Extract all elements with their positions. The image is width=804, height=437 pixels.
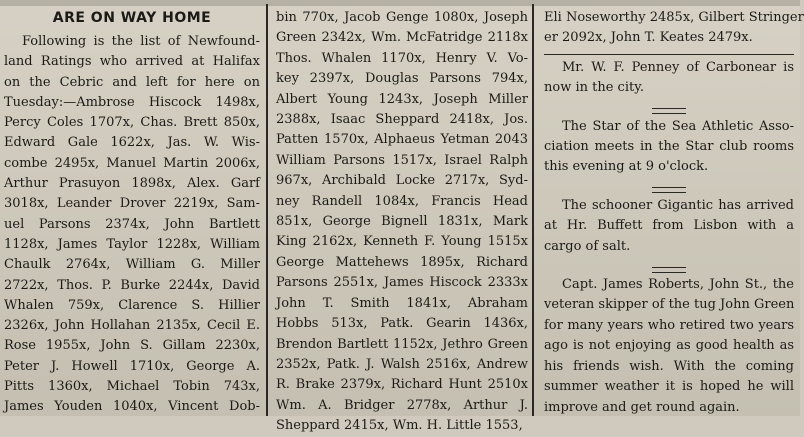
text-line: Arthur Prasuyon 1898x, Alex. Garf (4, 176, 260, 192)
text-line: 1128x, James Taylor 1228x, William (4, 236, 260, 252)
text-line: summer weather it is hoped he will (544, 379, 794, 395)
text-line: on the Cebric and left for here on (4, 74, 260, 90)
text-line: Rose 1955x, John S. Gillam 2230x, (4, 338, 260, 354)
ratings-list-continued (544, 8, 804, 49)
text-line: George Mattehews 1895x, Richard (276, 254, 528, 270)
text-line: Albert Young 1243x, Joseph Miller (276, 91, 528, 107)
page-top-edge (0, 0, 800, 6)
text-line: Tuesday:—Ambrose Hiscock 1498x, (4, 94, 260, 110)
text-line: King 2162x, Kenneth F. Young 1515x (276, 234, 528, 250)
column-2 (270, 8, 532, 434)
text-line: this evening at 9 o'clock. (544, 159, 709, 175)
text-line: Hobbs 513x, Patk. Gearin 1436x, (276, 316, 528, 332)
text-line: Pitts 1360x, Michael Tobin 743x, (4, 379, 260, 395)
section-divider (544, 54, 794, 55)
text-line: key 2397x, Douglas Parsons 794x, (276, 71, 528, 87)
text-line: James Youden 1040x, Vincent Dob- (4, 399, 260, 415)
text-line: Sheppard 2415x, Wm. H. Little 1553, (276, 418, 523, 434)
ornament-divider (544, 101, 794, 115)
text-line: 2722x, Thos. P. Burke 2244x, David (4, 277, 260, 293)
column-3 (536, 8, 804, 415)
text-line: William Parsons 1517x, Israel Ralph (276, 152, 528, 168)
text-line: Edward Gale 1622x, Jas. W. Wis- (4, 135, 260, 151)
text-line: Percy Coles 1707x, Chas. Brett 850x, (4, 115, 260, 131)
text-line: ago is not enjoying as good health as (544, 338, 794, 354)
text-line: Green 2342x, Wm. McFatridge 2118x (276, 30, 528, 46)
text-line: er 2092x, John T. Keates 2479x. (544, 30, 753, 46)
text-line: his friends wish. With the coming (544, 358, 794, 374)
column-rule (532, 4, 534, 416)
text-line: Chaulk 2764x, William G. Miller (4, 257, 260, 273)
text-line: uel Parsons 2374x, John Bartlett (4, 216, 260, 232)
text-line: Peter J. Howell 1710x, George A. (4, 358, 260, 374)
ratings-list-paragraph (4, 32, 260, 418)
column-rule (266, 4, 268, 416)
news-item-capt-roberts (544, 275, 794, 418)
text-line: ney Randell 1084x, Francis Head (276, 193, 528, 209)
text-line: Wm. A. Bridger 2778x, Arthur J. (276, 397, 528, 413)
text-line: Patten 1570x, Alphaeus Yetman 2043 (276, 132, 528, 148)
ornament-divider (544, 180, 794, 194)
text-line: ciation meets in the Star club rooms (544, 139, 794, 155)
text-line: 3018x, Leander Drover 2219x, Sam- (4, 196, 260, 212)
text-line: 2326x, John Hollahan 2135x, Cecil E. (4, 318, 260, 334)
text-line: 967x, Archibald Locke 2717x, Syd- (276, 173, 528, 189)
text-line: for many years who retired two years (544, 317, 794, 333)
text-line: 2352x, Patk. J. Walsh 2516x, Andrew (276, 356, 528, 372)
text-line: land Ratings who arrived at Halifax (4, 54, 260, 70)
text-line: now in the city. (544, 80, 644, 96)
news-item-star-of-the-sea (544, 117, 794, 178)
text-line: Thos. Whalen 1170x, Henry V. Vo- (276, 50, 528, 66)
text-line: cargo of salt. (544, 238, 631, 254)
text-line: combe 2495x, Manuel Martin 2006x, (4, 155, 260, 171)
text-line: Brendon Bartlett 1152x, Jethro Green (276, 336, 528, 352)
text-line: Whalen 759x, Clarence S. Hillier (4, 297, 260, 313)
news-item-penney (544, 58, 794, 99)
text-line: The schooner Gigantic has arrived (562, 197, 794, 213)
text-line: Mr. W. F. Penney of Carbonear is (562, 59, 794, 75)
text-line: veteran skipper of the tug John Green (544, 297, 795, 313)
column-1 (0, 8, 266, 415)
news-item-schooner-gigantic (544, 196, 794, 257)
text-line: 851x, George Bignell 1831x, Mark (276, 214, 528, 230)
text-line: Capt. James Roberts, John St., the (562, 277, 794, 293)
text-line: The Star of the Sea Athletic Asso- (562, 118, 794, 134)
ornament-divider (544, 259, 794, 273)
text-line: R. Brake 2379x, Richard Hunt 2510x (276, 377, 528, 393)
text-line: Following is the list of Newfound- (22, 34, 260, 49)
text-line: Eli Noseworthy 2485x, Gilbert Stringer (544, 10, 804, 25)
text-line: at Hr. Buffett from Lisbon with a (544, 218, 794, 234)
headline: ARE ON WAY HOME (52, 10, 212, 26)
text-line: improve and get round again. (544, 399, 740, 415)
text-line: Parsons 2551x, James Hiscock 2333x (276, 275, 528, 291)
text-line: 2388x, Isaac Sheppard 2418x, Jos. (276, 112, 528, 128)
text-line: bin 770x, Jacob Genge 1080x, Joseph (276, 10, 528, 25)
text-line: John T. Smith 1841x, Abraham (276, 295, 528, 311)
